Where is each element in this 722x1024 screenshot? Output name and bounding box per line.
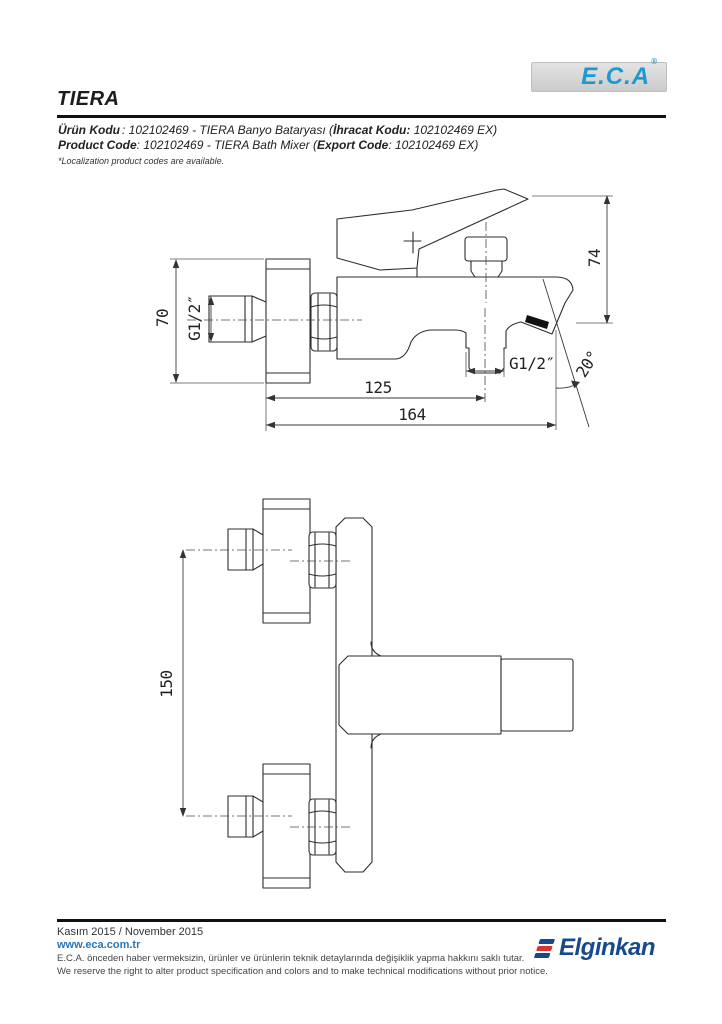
dim-74 bbox=[585, 195, 610, 324]
dim-70 bbox=[153, 259, 179, 383]
footer-website-link[interactable]: www.eca.com.tr bbox=[57, 939, 141, 951]
page-title: TIERA bbox=[57, 88, 120, 110]
lower-wall-connector bbox=[228, 796, 263, 837]
dim-74-label: 74 bbox=[585, 248, 604, 268]
dim-150-label: 150 bbox=[157, 670, 176, 698]
lever-tip-front bbox=[501, 659, 573, 731]
dim-outlet-thread-label: G1/2″ bbox=[509, 354, 555, 373]
wall-connector-side bbox=[209, 296, 266, 342]
registered-mark-icon: ® bbox=[651, 57, 658, 66]
footer-legal-en: We reserve the right to alter product specification and colors and to make technical modifications without prior notice. bbox=[57, 966, 548, 977]
dim-164-label: 164 bbox=[398, 405, 426, 424]
upper-hex-nut bbox=[309, 532, 336, 588]
product-code-line-tr: Ürün Kodu : 102102469 - TIERA Banyo Bataryası (İhracat Kodu: 102102469 EX) bbox=[58, 123, 498, 137]
elginkan-logo bbox=[537, 934, 655, 962]
front-view-drawing bbox=[157, 499, 573, 888]
dim-150 bbox=[157, 549, 186, 817]
upper-wall-connector bbox=[228, 529, 263, 570]
dim-70-label: 70 bbox=[153, 308, 172, 328]
lower-wall-plate bbox=[263, 764, 310, 888]
product-code-line-en: Product Code: 102102469 - TIERA Bath Mixer (Export Code: 102102469 EX) bbox=[58, 138, 479, 152]
footer-divider bbox=[57, 919, 666, 922]
stripe-blue-bottom bbox=[534, 953, 550, 958]
dim-125-label: 125 bbox=[364, 378, 392, 397]
header-divider bbox=[57, 115, 666, 118]
footer-date: Kasım 2015 / November 2015 bbox=[57, 926, 204, 938]
dim-164 bbox=[266, 405, 556, 428]
eca-logo bbox=[531, 57, 667, 92]
wall-plate-side bbox=[266, 259, 310, 383]
dim-wall-thread-label: G1/2″ bbox=[185, 295, 204, 341]
dim-angle-label: 20° bbox=[572, 347, 603, 381]
side-view-drawing bbox=[153, 189, 613, 431]
stripe-blue-top bbox=[539, 939, 555, 944]
lever-handle-front bbox=[339, 656, 501, 734]
elginkan-stripes-icon bbox=[534, 939, 555, 958]
localization-note: *Localization product codes are available. bbox=[58, 156, 225, 166]
elginkan-logo-text: Elginkan bbox=[559, 934, 656, 961]
footer-legal-tr: E.C.A. önceden haber vermeksizin, ürünler ve ürünlerin teknik detaylarında değişiklik yapma hakkını saklı tutar. bbox=[57, 953, 525, 964]
stripe-red-middle bbox=[536, 946, 552, 951]
product-codes bbox=[58, 123, 497, 169]
hex-nut-side bbox=[311, 293, 337, 351]
eca-logo-text: E.C.A® bbox=[581, 57, 658, 90]
